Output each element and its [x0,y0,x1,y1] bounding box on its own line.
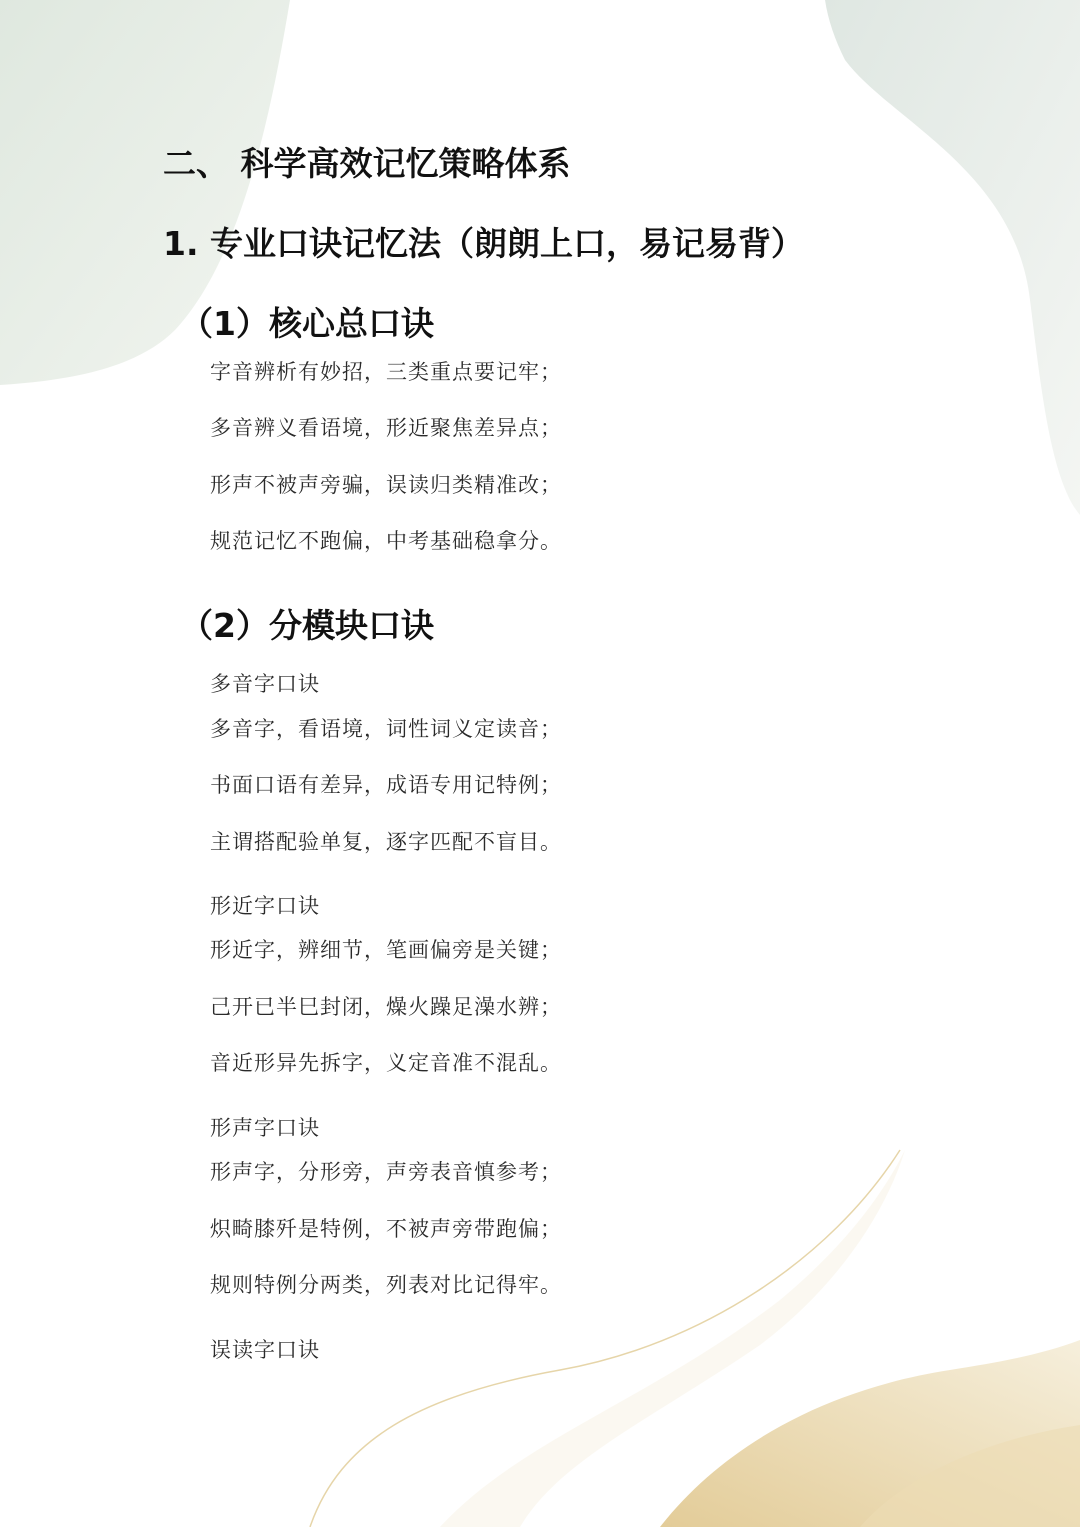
core-mnemonic-line: 字音辨析有妙招，三类重点要记牢； [210,360,562,384]
polyphone-line: 多音字，看语境，词性词义定读音； [210,717,562,741]
section-heading: 二、 科学高效记忆策略体系 [163,144,571,183]
module-mnemonic-heading: （2）分模块口诀 [180,606,434,645]
phonetic-char-line: 炽畸膝歼是特例，不被声旁带跑偏； [210,1217,562,1241]
polyphone-line: 主谓搭配验单复，逐字匹配不盲目。 [210,830,562,854]
similar-char-line: 形近字，辨细节，笔画偏旁是关键； [210,938,562,962]
core-mnemonic-line: 形声不被声旁骗，误读归类精准改； [210,473,562,497]
similar-char-line: 己开已半巳封闭，燥火躁足澡水辨； [210,995,562,1019]
polyphone-subheading: 多音字口诀 [210,672,320,696]
core-mnemonic-line: 规范记忆不跑偏，中考基础稳拿分。 [210,529,562,553]
phonetic-char-line: 规则特例分两类，列表对比记得牢。 [210,1273,562,1297]
misread-char-subheading: 误读字口诀 [210,1338,320,1362]
polyphone-line: 书面口语有差异，成语专用记特例； [210,773,562,797]
method-heading: 1. 专业口诀记忆法（朗朗上口，易记易背） [163,224,804,263]
phonetic-char-subheading: 形声字口诀 [210,1116,320,1140]
similar-char-subheading: 形近字口诀 [210,894,320,918]
similar-char-line: 音近形异先拆字，义定音准不混乱。 [210,1051,562,1075]
core-mnemonic-line: 多音辨义看语境，形近聚焦差异点； [210,416,562,440]
phonetic-char-line: 形声字，分形旁，声旁表音慎参考； [210,1160,562,1184]
core-mnemonic-heading: （1）核心总口诀 [180,304,434,343]
